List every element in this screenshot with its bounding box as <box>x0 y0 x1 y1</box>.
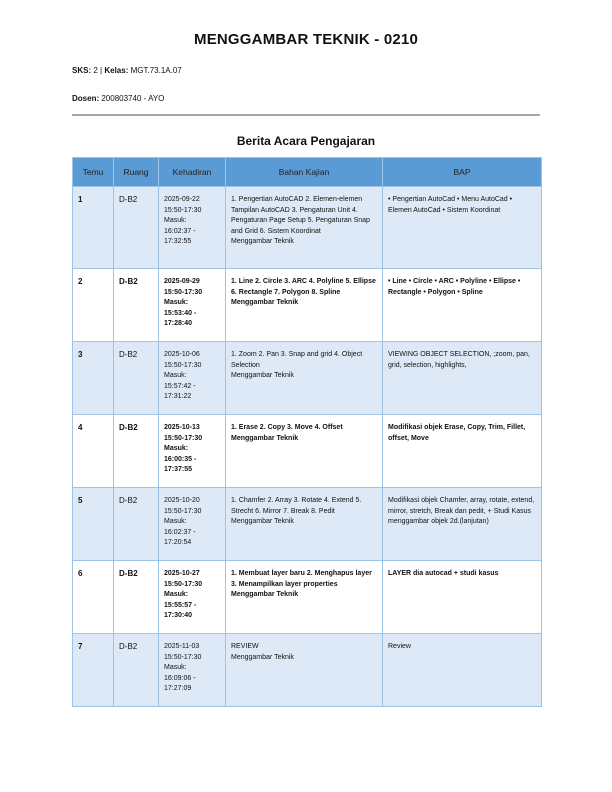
cell-bahan-kajian <box>226 415 383 488</box>
cell-bahan-kajian-text: 1. Zoom 2. Pan 3. Snap and grid 4. Object Selection Menggambar Teknik <box>231 351 363 379</box>
teaching-record-table <box>72 157 542 707</box>
cell-bahan-kajian <box>226 342 383 415</box>
cell-temu <box>73 269 114 342</box>
cell-ruang-text: D-B2 <box>119 277 138 286</box>
cell-temu <box>73 187 114 269</box>
col-header-temu: Temu <box>73 158 114 187</box>
cell-bap <box>383 561 542 634</box>
cell-ruang <box>114 342 159 415</box>
cell-temu-text: 5 <box>78 496 83 505</box>
table-header-row <box>73 158 542 187</box>
header-divider <box>72 114 540 116</box>
cell-bap-text: Review <box>388 643 411 650</box>
cell-bap <box>383 187 542 269</box>
cell-kehadiran-text: 2025-09-22 15:50-17:30 Masuk: 16:02:37 - 17:32:55 <box>164 196 202 245</box>
cell-kehadiran-text: 2025-11-03 15:50-17:30 Masuk: 16:09:06 - 17:27:09 <box>164 643 202 692</box>
cell-kehadiran-text: 2025-10-13 15:50-17:30 Masuk: 16:00:35 - 17:37:55 <box>164 424 203 473</box>
cell-ruang-text: D-B2 <box>119 350 138 359</box>
cell-bahan-kajian <box>226 187 383 269</box>
class-info <box>72 66 182 75</box>
cell-bap-text: • Line • Circle • ARC • Polyline • Ellipse • Rectangle • Polygon • Spline <box>388 278 521 296</box>
cell-bap-text: Modifikasi objek Chamfer, array, rotate, extend, mirror, stretch, Break dan pedit, + Studi Kasus menggambar objek 2d.(lanjutan) <box>388 497 535 525</box>
cell-bap <box>383 488 542 561</box>
cell-bahan-kajian-text: 1. Erase 2. Copy 3. Move 4. Offset Menggambar Teknik <box>231 424 343 442</box>
cell-ruang-text: D-B2 <box>119 642 138 651</box>
cell-kehadiran-text: 2025-10-20 15:50-17:30 Masuk: 16:02:37 - 17:20:54 <box>164 497 202 546</box>
cell-kehadiran <box>159 488 226 561</box>
cell-ruang-text: D-B2 <box>119 423 138 432</box>
col-header-bahan-kajian: Bahan Kajian <box>226 158 383 187</box>
cell-kehadiran-text: 2025-09-29 15:50-17:30 Masuk: 15:53:40 - 17:28:40 <box>164 278 203 327</box>
cell-temu <box>73 561 114 634</box>
cell-ruang <box>114 187 159 269</box>
cell-bahan-kajian-text: 1. Line 2. Circle 3. ARC 4. Polyline 5. Ellipse 6. Rectangle 7. Polygon 8. Spline Menggambar Teknik <box>231 278 376 306</box>
cell-ruang <box>114 488 159 561</box>
cell-bap-text: VIEWING OBJECT SELECTION, ;zoom, pan, grid, selection, highlights, <box>388 351 530 369</box>
cell-temu <box>73 634 114 707</box>
cell-temu-text: 3 <box>78 350 83 359</box>
cell-ruang <box>114 561 159 634</box>
cell-bap-text: LAYER dia autocad + studi kasus <box>388 570 499 577</box>
cell-bap <box>383 269 542 342</box>
table-row <box>73 561 542 634</box>
cell-bahan-kajian <box>226 561 383 634</box>
cell-temu-text: 4 <box>78 423 83 432</box>
cell-bahan-kajian-text: 1. Chamfer 2. Array 3. Rotate 4. Extend 5. Strecht 6. Mirror 7. Break 8. Pedit Menggambar Teknik <box>231 497 362 525</box>
sks-value: 2 <box>93 66 98 75</box>
cell-kehadiran <box>159 269 226 342</box>
cell-temu-text: 7 <box>78 642 83 651</box>
cell-kehadiran <box>159 187 226 269</box>
col-header-kehadiran: Kehadiran <box>159 158 226 187</box>
section-title: Berita Acara Pengajaran <box>236 134 376 148</box>
cell-kehadiran <box>159 634 226 707</box>
cell-temu <box>73 342 114 415</box>
cell-bap-text: • Pengertian AutoCad • Menu AutoCad • Elemen AutoCad • Sistem Koordinat <box>388 196 513 214</box>
page-title: MENGGAMBAR TEKNIK - 0210 <box>194 31 418 48</box>
table-row <box>73 634 542 707</box>
lecturer-info <box>72 94 164 103</box>
separator: | <box>100 66 103 75</box>
cell-kehadiran-text: 2025-10-27 15:50-17:30 Masuk: 15:55:57 - 17:30:40 <box>164 570 203 619</box>
cell-ruang-text: D-B2 <box>119 195 138 204</box>
table-row <box>73 187 542 269</box>
col-header-ruang: Ruang <box>114 158 159 187</box>
col-header-bap: BAP <box>383 158 542 187</box>
cell-bap <box>383 634 542 707</box>
cell-bahan-kajian <box>226 634 383 707</box>
cell-ruang <box>114 269 159 342</box>
cell-bap <box>383 415 542 488</box>
table-row <box>73 415 542 488</box>
cell-temu <box>73 488 114 561</box>
dosen-value: 200803740 - AYO <box>101 94 165 103</box>
cell-temu-text: 1 <box>78 195 83 204</box>
cell-kehadiran <box>159 561 226 634</box>
table-row <box>73 342 542 415</box>
cell-ruang-text: D-B2 <box>119 496 138 505</box>
cell-temu-text: 2 <box>78 277 83 286</box>
cell-bahan-kajian <box>226 269 383 342</box>
cell-bahan-kajian-text: 1. Pengertian AutoCAD 2. Elemen-elemen Tampilan AutoCAD 3. Pengaturan Unit 4. Pengaturan Page Setup 5. Pengaturan Snap and Grid 6. Sistem Koordinat Menggambar Teknik <box>231 196 370 245</box>
cell-bahan-kajian <box>226 488 383 561</box>
cell-ruang <box>114 634 159 707</box>
kelas-label: Kelas: <box>104 66 129 75</box>
cell-bahan-kajian-text: REVIEW Menggambar Teknik <box>231 643 294 661</box>
kelas-value: MGT.73.1A.07 <box>130 66 182 75</box>
cell-kehadiran-text: 2025-10-06 15:50-17:30 Masuk: 15:57:42 - 17:31:22 <box>164 351 202 400</box>
cell-temu-text: 6 <box>78 569 83 578</box>
cell-kehadiran <box>159 342 226 415</box>
table-row <box>73 269 542 342</box>
cell-kehadiran <box>159 415 226 488</box>
cell-bap-text: Modifikasi objek Erase, Copy, Trim, Fillet, offset, Move <box>388 424 526 442</box>
cell-ruang <box>114 415 159 488</box>
cell-ruang-text: D-B2 <box>119 569 138 578</box>
table-row <box>73 488 542 561</box>
cell-bahan-kajian-text: 1. Membuat layer baru 2. Menghapus layer 3. Menampilkan layer properties Menggambar Teknik <box>231 570 372 598</box>
dosen-label: Dosen: <box>72 94 100 103</box>
sks-label: SKS: <box>72 66 92 75</box>
cell-bap <box>383 342 542 415</box>
cell-temu <box>73 415 114 488</box>
